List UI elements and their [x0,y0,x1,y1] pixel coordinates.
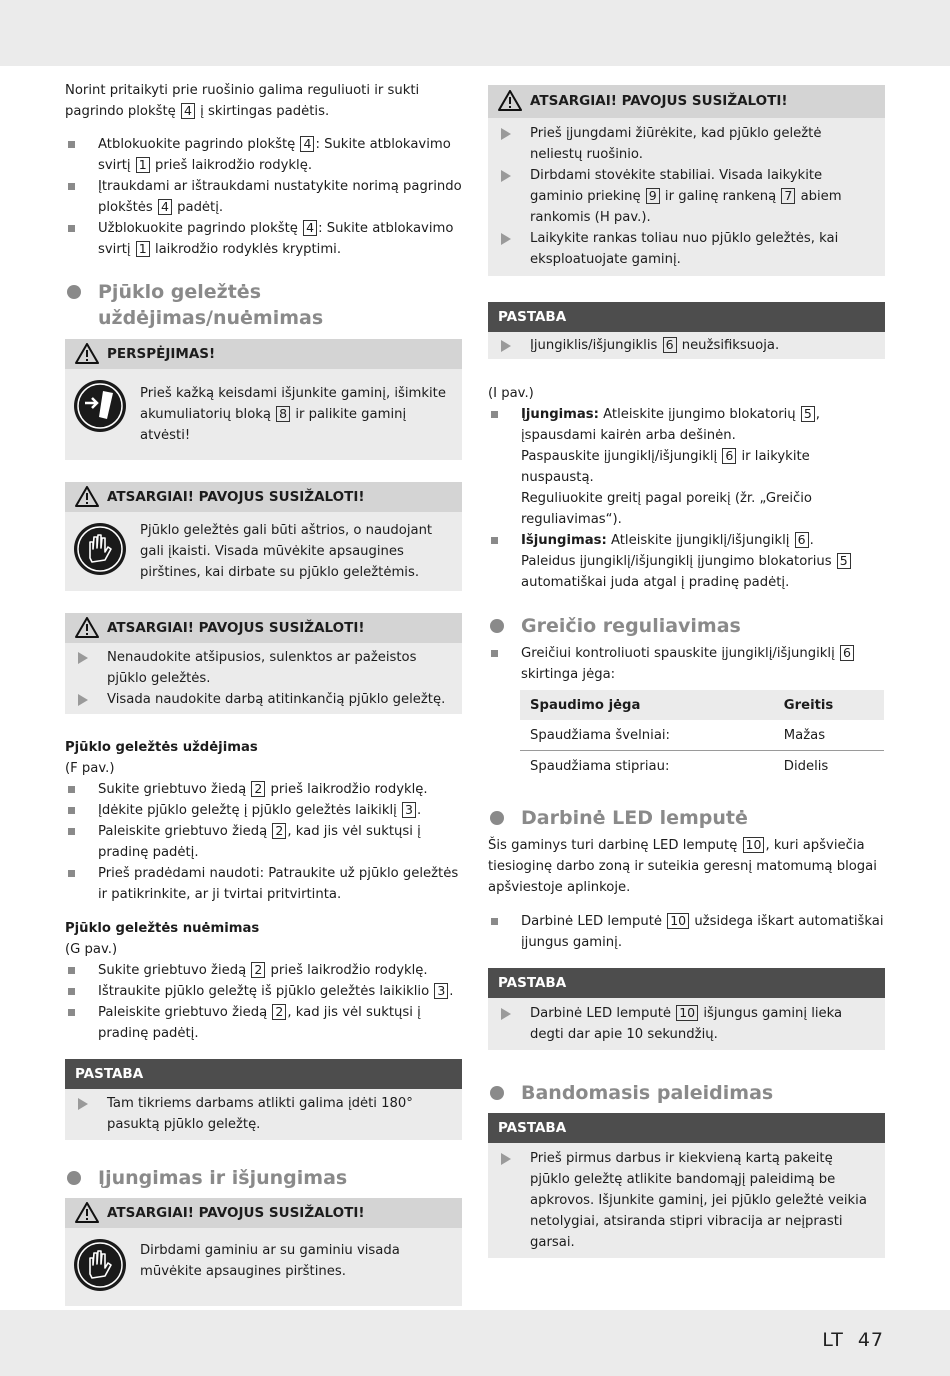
bottom-band [0,1310,950,1376]
list-item: Įjungimas: Atleiskite įjungimo blokatorių 5 , įspausdami kairėn arba dešinėn. Paspauskite įjungiklį/išjungiklį 6 ir laikykite nuspaustą. Reguliuokite greitį pagal poreikį (žr. „Greičio reguliavimas“). [488,404,885,530]
speed-table [520,690,884,781]
list-item: Tam tikriems darbams atlikti galima įdėti 180° pasuktą pjūklo geležtę. [75,1093,450,1135]
list-item: Užblokuokite pagrindo plokštę 4 : Sukite atblokavimo svirtį 1 laikrodžio rodyklės kryptimi. [65,218,462,260]
note-box-title: PASTABA [488,302,885,332]
list-item: Darbinė LED lemputė 10 išjungus gaminį lieka degti dar apie 10 sekundžių. [498,1003,873,1045]
caution-list [75,647,450,710]
note-box-body [488,1143,885,1258]
section-heading-test: Bandomasis paleidimas [488,1080,885,1106]
caution-list [498,123,873,270]
caution-box-blade [65,613,462,714]
base-plate-list [65,134,462,260]
caution-box-handling [488,85,885,276]
table-header: Greitis [774,690,884,720]
figure-ref: (G pav.) [65,942,118,957]
warning-box-body [65,369,462,460]
left-column [65,80,462,1306]
note-list [75,1093,450,1135]
led-paragraph: Šis gaminys turi darbinę LED lemputę 10 , kuri apšviečia tiesioginę darbo zoną ir suteikia geresnį matomumą blogai apšviestoje aplinkoje. [488,837,877,895]
list-item: Išjungimas: Atleiskite įjungiklį/išjungiklį 6 . Paleidus įjungiklį/išjungiklį įjungimo blokatorius 5 automatiškai juda atgal į pradinę padėtį. [488,530,885,593]
note-box-test [488,1113,885,1258]
table-cell: Mažas [774,720,884,751]
list-item: Prieš pradėdami naudoti: Patraukite už pjūklo geležtės ir patikrinkite, ar ji tvirtai pritvirtinta. [65,863,462,905]
caution-box-body [65,512,462,591]
list-item: Įdėkite pjūklo geležtę į pjūklo geležtės laikiklį 3 . [65,800,462,821]
unplug-battery-icon [73,379,127,433]
warning-triangle-icon [75,486,99,507]
section-heading-led: Darbinė LED lemputė [488,805,885,831]
caution-box-body [65,1228,462,1306]
warning-box [65,339,462,460]
list-item: Visada naudokite darbą atitinkančią pjūklo geležtę. [75,689,450,710]
section-heading-speed: Greičio reguliavimas [488,613,885,639]
caution-text: Pjūklo geležtės gali būti aštrios, o naudojant gali įkaisti. Visada mūvėkite apsaugines pirštines, kai dirbate su pjūklo geležtėmis. [140,523,433,580]
language-code: LT [822,1329,844,1351]
remove-list [65,960,462,1044]
list-item: Paleiskite griebtuvo žiedą 2 , kad jis vėl suktųsi į pradinę padėtį. [65,821,462,863]
list-item: Dirbdami stovėkite stabiliai. Visada laikykite gaminio priekinę 9 ir galinę rankeną 7 abiem rankomis (H pav.). [498,165,873,228]
subheading-mount: Pjūklo geležtės uždėjimas [65,740,258,755]
list-item: Ištraukite pjūklo geležtę iš pjūklo geležtės laikiklio 3 . [65,981,462,1002]
page-footer [822,1330,884,1351]
speed-list [488,643,885,685]
table-cell: Didelis [783,758,829,774]
intro-paragraph: Norint pritaikyti prie ruošinio galima reguliuoti ir sukti pagrindo plokštę 4 į skirtingas padėtis. [65,83,420,119]
warning-triangle-icon [498,90,522,111]
caution-box-body [488,118,885,276]
caution-box-gloves-2 [65,1198,462,1306]
list-item: Prieš pirmus darbus ir kiekvieną kartą pakeitę pjūklo geležtę atlikite bandomąjį paleidimą be apkrovos. Išjunkite gaminį, jei pjūklo geležtė veikia netolygiai, atsiranda stipri vibracija ar neįprasti garsai. [498,1148,873,1253]
note-box-rotate [65,1059,462,1140]
table-header-row [520,690,884,720]
note-box-led [488,968,885,1050]
list-item: Paleiskite griebtuvo žiedą 2 , kad jis vėl suktųsi į pradinę padėtį. [65,1002,462,1044]
table-row [520,751,884,782]
note-box-title: PASTABA [488,968,885,998]
warning-triangle-icon [75,1202,99,1223]
page-number: 47 [857,1329,884,1351]
table-header: Spaudimo jėga [520,690,774,720]
caution-box-title: ATSARGIAI! PAVOJUS SUSIŽALOTI! [488,85,885,118]
note-box-switch [488,302,885,359]
note-list [498,1003,873,1045]
list-item: Darbinė LED lemputė 10 užsidega iškart automatiškai įjungus gaminį. [488,911,885,953]
figure-ref: (I pav.) [488,386,534,401]
warning-box-title: PERSPĖJIMAS! [65,339,462,369]
caution-box-gloves [65,482,462,591]
gloves-icon [73,522,127,576]
caution-box-title: ATSARGIAI! PAVOJUS SUSIŽALOTI! [65,482,462,512]
caution-text: Dirbdami gaminiu ar su gaminiu visada mūvėkite apsaugines pirštines. [140,1243,400,1279]
caution-box-title: ATSARGIAI! PAVOJUS SUSIŽALOTI! [65,613,462,643]
right-column [488,85,885,1258]
figure-ref: (F pav.) [65,761,115,776]
note-box-body [65,1089,462,1140]
gloves-icon [73,1238,127,1292]
list-item: Sukite griebtuvo žiedą 2 prieš laikrodžio rodyklę. [65,960,462,981]
list-item: Greičiui kontroliuoti spauskite įjungiklį/išjungiklį 6 skirtinga jėga: [488,643,885,685]
subheading-remove: Pjūklo geležtės nuėmimas [65,921,260,936]
warning-triangle-icon [75,617,99,638]
table-cell: Spaudžiama stipriau: [530,758,670,774]
list-item: Sukite griebtuvo žiedą 2 prieš laikrodžio rodyklę. [65,779,462,800]
note-list [498,1148,873,1253]
top-band [0,0,950,66]
list-item: Atblokuokite pagrindo plokštę 4 : Sukite atblokavimo svirtį 1 prieš laikrodžio rodyklę. [65,134,462,176]
section-heading-onoff: Įjungimas ir išjungimas [65,1165,462,1191]
note-box-body [488,332,885,359]
onoff-list [488,404,885,593]
note-box-body [488,998,885,1050]
warning-triangle-icon [75,343,99,364]
mount-list [65,779,462,905]
note-list [498,335,873,356]
list-item: Laikykite rankas toliau nuo pjūklo geležtės, kai eksploatuojate gaminį. [498,228,873,270]
table-row [520,720,884,751]
note-box-title: PASTABA [488,1113,885,1143]
list-item: Įjungiklis/išjungiklis 6 neužsifiksuoja. [498,335,873,356]
led-list [488,911,885,953]
list-item: Prieš įjungdami žiūrėkite, kad pjūklo geležtė neliestų ruošinio. [498,123,873,165]
warning-text: Prieš kažką keisdami išjunkite gaminį, išimkite akumuliatorių bloką 8 ir palikite gaminį atvėsti! [140,386,446,443]
note-box-title: PASTABA [65,1059,462,1089]
section-heading-blade: Pjūklo geležtės uždėjimas/nuėmimas [65,279,462,331]
caution-box-body [65,643,462,714]
list-item: Įtraukdami ar ištraukdami nustatykite norimą pagrindo plokštės 4 padėtį. [65,176,462,218]
list-item: Nenaudokite atšipusios, sulenktos ar pažeistos pjūklo geležtės. [75,647,450,689]
caution-box-title: ATSARGIAI! PAVOJUS SUSIŽALOTI! [65,1198,462,1228]
table-cell: Spaudžiama švelniai: [520,720,774,751]
